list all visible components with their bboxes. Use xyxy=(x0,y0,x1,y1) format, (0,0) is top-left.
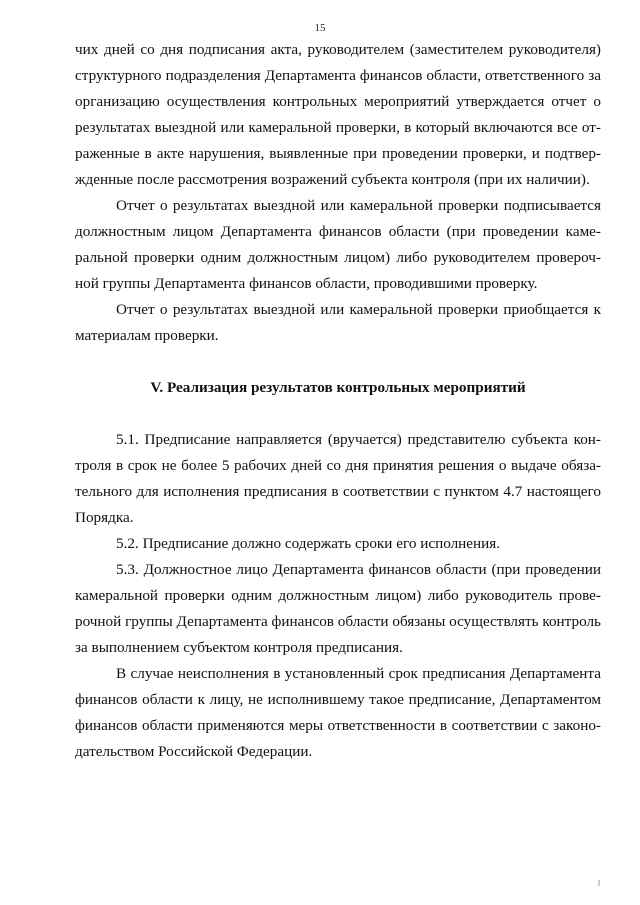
text-line: материалам проверки. xyxy=(75,327,219,344)
text-line: рочной группы Департамента финансов области обязаны осуществлять контроль xyxy=(75,613,601,630)
text-line: результатах выездной или камеральной проверки, в который включаются все от- xyxy=(75,119,601,136)
document-body xyxy=(75,37,601,765)
text-line: тельного для исполнения предписания в соответствии с пунктом 4.7 настоящего xyxy=(75,483,601,500)
text-line: троля в срок не более 5 рабочих дней со дня принятия решения о выдаче обяза- xyxy=(75,457,601,474)
page-number: 15 xyxy=(314,22,326,34)
paragraph-5-1 xyxy=(75,427,601,531)
paragraph-noncompliance xyxy=(75,661,601,765)
text-line: финансов области применяются меры ответственности в соответствии с законо- xyxy=(75,717,601,734)
scan-artifact xyxy=(598,880,600,886)
paragraph-5-3 xyxy=(75,557,601,661)
text-line: жденные после рассмотрения возражений субъекта контроля (при их наличии). xyxy=(75,171,590,188)
paragraph-5-2 xyxy=(75,531,601,557)
text-line: камеральной проверки одним должностным лицом) либо руководитель прове- xyxy=(75,587,601,604)
paragraph-report-signing xyxy=(75,193,601,297)
text-line: ной группы Департамента финансов области, проводившими проверку. xyxy=(75,275,538,292)
text-line: ральной проверки одним должностным лицом) либо руководителем провероч- xyxy=(75,249,601,266)
text-line: 5.3. Должностное лицо Департамента финансов области (при проведении xyxy=(116,561,601,578)
section-heading: V. Реализация результатов контрольных мероприятий xyxy=(150,379,526,396)
text-line: организацию осуществления контрольных мероприятий утверждается отчет о xyxy=(75,93,601,110)
text-line: должностным лицом Департамента финансов области (при проведении каме- xyxy=(75,223,601,240)
paragraph-report-attach xyxy=(75,297,601,349)
text-line: структурного подразделения Департамента финансов области, ответственного за xyxy=(75,67,601,84)
text-line: В случае неисполнения в установленный срок предписания Департамента xyxy=(116,665,601,682)
text-line: Отчет о результатах выездной или камеральной проверки приобщается к xyxy=(116,301,601,318)
paragraph-continuation xyxy=(75,37,601,193)
text-line: за выполнением субъектом контроля предписания. xyxy=(75,639,403,656)
text-line: Порядка. xyxy=(75,509,134,526)
text-line: чих дней со дня подписания акта, руководителем (заместителем руководителя) xyxy=(75,41,601,58)
text-line: финансов области к лицу, не исполнившему такое предписание, Департаментом xyxy=(75,691,601,708)
text-line: раженные в акте нарушения, выявленные при проведении проверки, и подтвер- xyxy=(75,145,601,162)
text-line: дательством Российской Федерации. xyxy=(75,743,313,760)
text-line: 5.2. Предписание должно содержать сроки его исполнения. xyxy=(116,535,501,552)
text-line: Отчет о результатах выездной или камеральной проверки подписывается xyxy=(116,197,601,214)
text-line: 5.1. Предписание направляется (вручается) представителю субъекта кон- xyxy=(116,431,601,448)
